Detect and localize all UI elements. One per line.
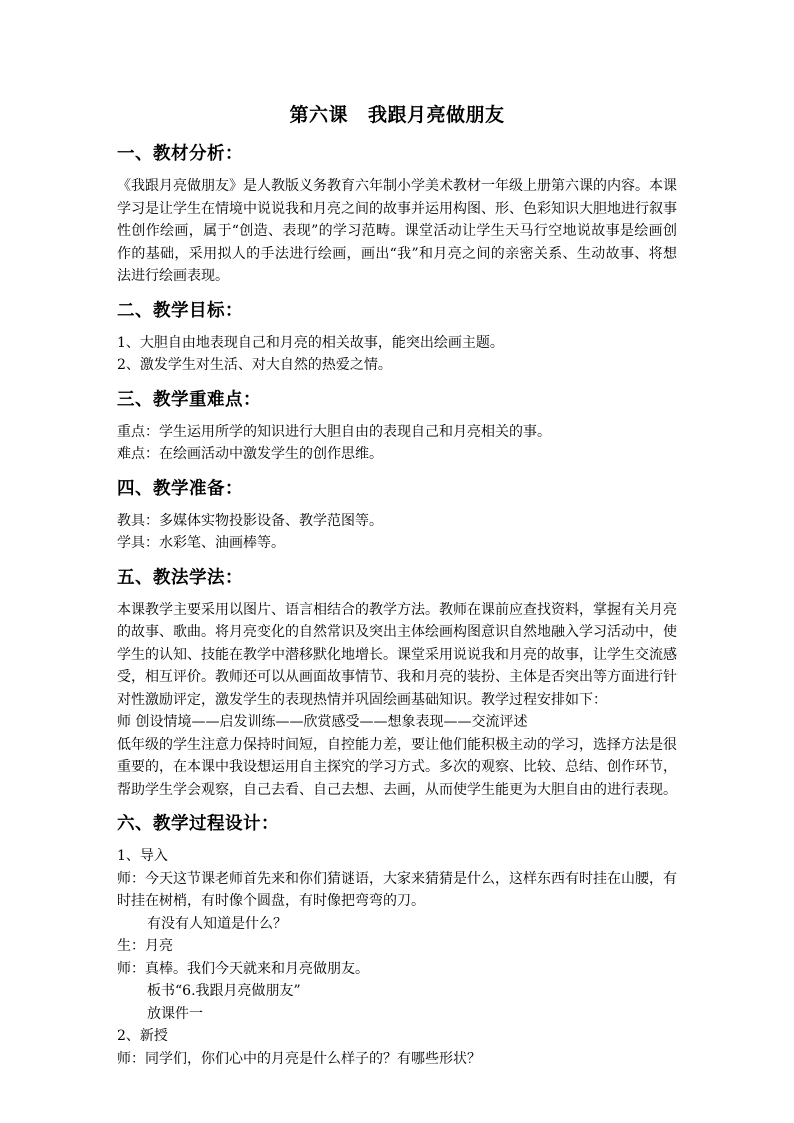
paragraph: 板书“6.我跟月亮做朋友” <box>147 983 301 999</box>
paragraph: 低年级的学生注意力保持时间短，自控能力差，要让他们能积极主动的学习，选择方法是很重要的，在本课中我设想运用自主探究的学习方式。多次的观察、比较、总结、创作环节，帮助学生学会观察，自己去看、自己去想、去画，从而使学生能更为大胆自由的进行表现。 <box>117 736 677 798</box>
document-title <box>117 101 677 129</box>
section-teaching-goals <box>117 298 677 377</box>
section-heading: 三、教学重难点： <box>117 389 261 410</box>
section-materials-analysis <box>117 141 677 288</box>
section-preparation <box>117 476 677 555</box>
paragraph: 有没有人知道是什么？ <box>147 915 287 932</box>
section-heading: 二、教学目标： <box>117 300 243 321</box>
document-page <box>117 101 677 1080</box>
paragraph: 师：真棒。我们今天就来和月亮做朋友。 <box>117 960 369 977</box>
paragraph: 1、大胆自由地表现自己和月亮的相关故事，能突出绘画主题。 <box>117 334 504 351</box>
section-heading: 六、教学过程设计： <box>117 814 279 834</box>
title-name: 我跟月亮做朋友 <box>368 104 505 126</box>
paragraph: 2、激发学生对生活、对大自然的热爱之情。 <box>117 357 392 373</box>
section-heading: 四、教学准备： <box>117 478 243 499</box>
section-heading: 一、教材分析： <box>117 144 243 164</box>
paragraph: 《我跟月亮做朋友》是人教版义务教育六年制小学美术教材一年级上册第六课的内容。本课学习是让学生在情境中说说我和月亮之间的故事并运用构图、形、色彩知识大胆地进行叙事性创作绘画，属于“创造、表现”的学习范畴。课堂活动让学生天马行空地说故事是绘画创作的基础，采用拟人的手法进行绘画，画出“我”和月亮之间的亲密关系、生动故事、将想法进行绘画表现。 <box>117 178 677 284</box>
section-process-design <box>117 811 677 1070</box>
title-lesson: 第六课 <box>289 104 348 126</box>
paragraph: 难点：在绘画活动中激发学生的创作思维。 <box>117 446 383 462</box>
section-teaching-methods <box>117 565 677 802</box>
paragraph: 本课教学主要采用以图片、语言相结合的教学方法。教师在课前应查找资料，掌握有关月亮的故事、歌曲。将月亮变化的自然常识及突出主体绘画构图意识自然地融入学习活动中，使学生的认知、技能在教学中潜移默化地增长。课堂采用说说我和月亮的故事，让学生交流感受，相互评价。教师还可以从画面故事情节、我和月亮的装扮、主体是否突出等方面进行针对性激励评定，激发学生的表现热情并巩固绘画基础知识。教学过程安排如下： <box>117 601 677 708</box>
paragraph: 2、新授 <box>117 1028 168 1044</box>
paragraph: 生：月亮 <box>117 938 173 954</box>
paragraph: 放课件一 <box>147 1005 203 1022</box>
section-heading: 五、教法学法： <box>117 567 243 588</box>
paragraph: 学具：水彩笔、油画棒等。 <box>117 535 285 551</box>
paragraph: 教具：多媒体实物投影设备、教学范图等。 <box>117 512 383 529</box>
paragraph: 重点：学生运用所学的知识进行大胆自由的表现自己和月亮相关的事。 <box>117 423 551 440</box>
paragraph: 师：今天这节课老师首先来和你们猜谜语，大家来猜猜是什么，这样东西有时挂在山腰，有时挂在树梢，有时像个圆盘，有时像把弯弯的刀。 <box>117 870 677 909</box>
paragraph: 1、导入 <box>117 848 168 864</box>
paragraph: 师 创设情境——启发训练——欣赏感受——想象表现——交流评述 <box>117 714 528 730</box>
section-key-points <box>117 387 677 466</box>
paragraph: 师：同学们，你们心中的月亮是什么样子的？有哪些形状？ <box>117 1050 481 1067</box>
